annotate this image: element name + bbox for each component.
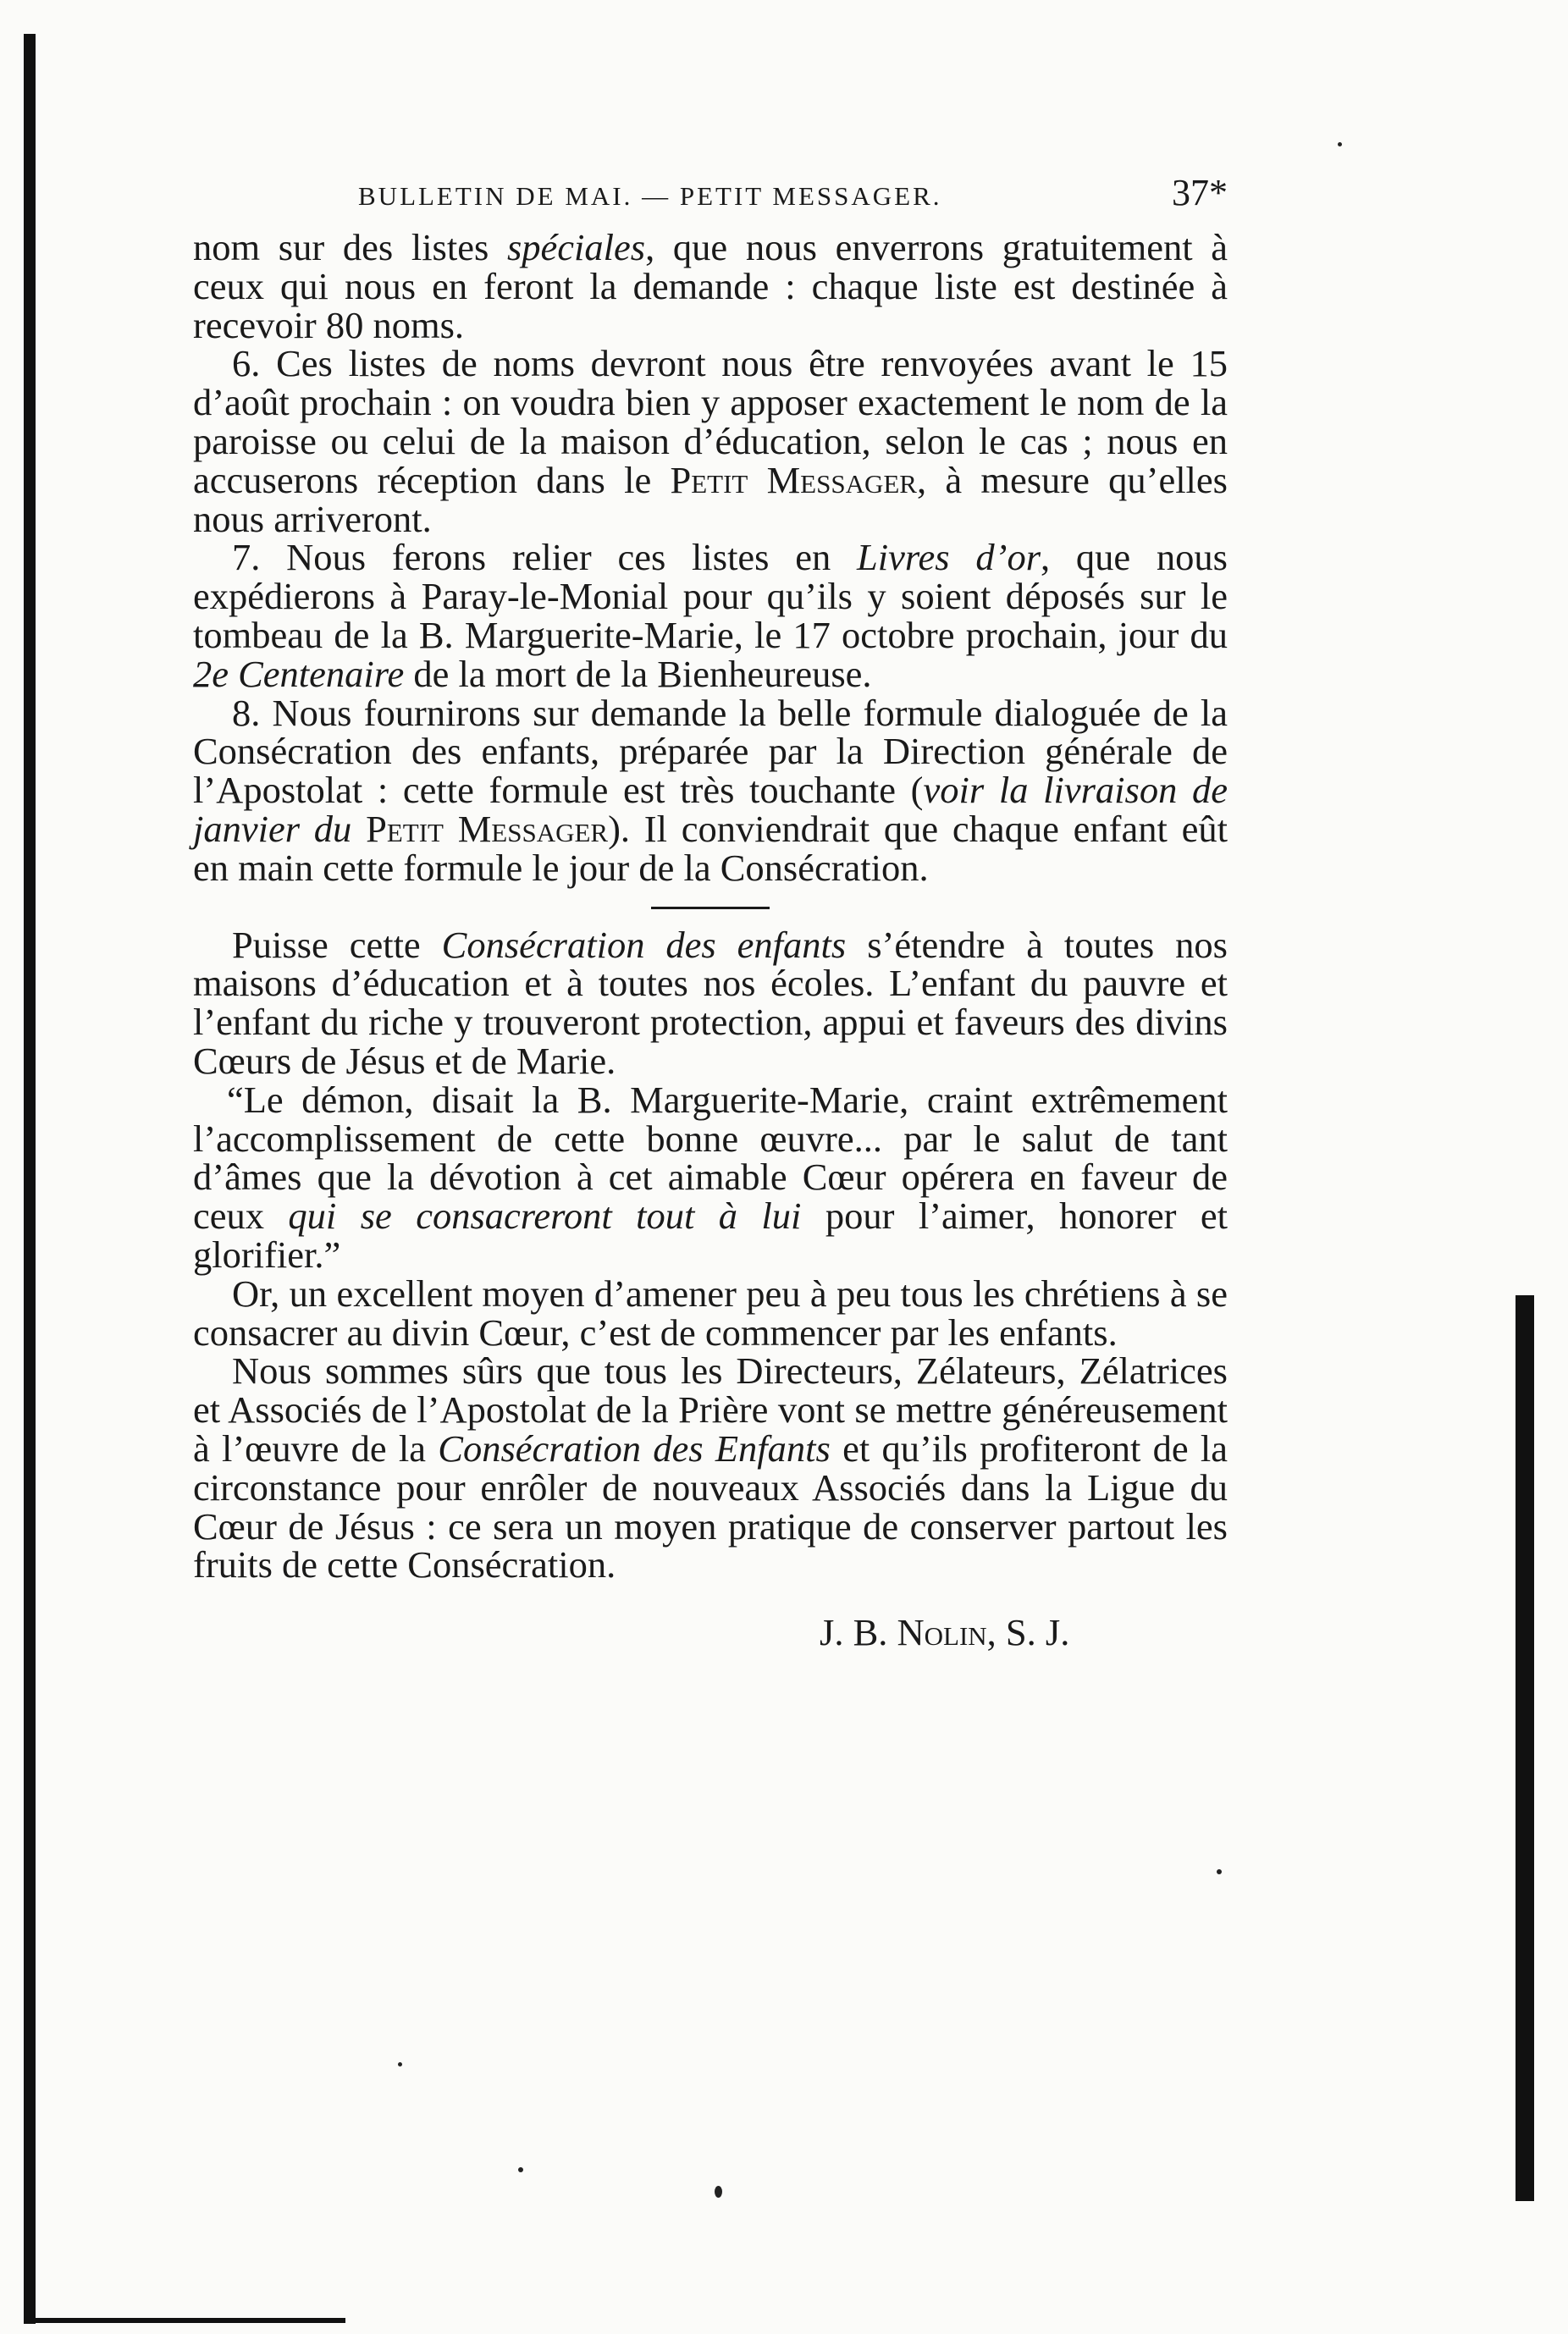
emphasis: spéciales <box>506 226 646 268</box>
emphasis: voir la livraison de janvier du <box>193 769 1228 850</box>
scan-speck <box>715 2186 722 2198</box>
emphasis: Livres d’or <box>857 536 1041 579</box>
scan-edge-bottom <box>24 2318 345 2323</box>
emphasis: Consécration des Enfants <box>438 1426 831 1470</box>
paragraph-quote: “Le démon, disait la B. Marguerite-Marie, craint extrêmement l’accomplissement de cette bonne œuvre... par le salut de tant d’âmes que la dévotion à cet aimable Cœur opérera en faveur de ceux qui se consacreront tout à lui pour l’aimer, honorer et glorifier.” <box>193 1078 1228 1276</box>
running-head <box>193 152 1228 229</box>
paragraph-item-7: 7. Nous ferons relier ces listes en Livres d’or, que nous expédierons à Paray-le-Monial pour qu’ils y soient déposés sur le tombeau de la B. Marguerite-Marie, le 17 octobre prochain, jour du 2e Centenaire de la mort de la Bienheureuse. <box>193 536 1228 695</box>
paragraph-directors: Nous sommes sûrs que tous les Directeurs, Zélateurs, Zélatrices et Associés de l’Apostolat de la Prière vont se mettre généreusement à l’œuvre de la Consécration des Enfants et qu’ils profiteront de la circonstance pour enrôler de nouveaux Associés dans la Ligue du Cœur de Jésus : ce sera un moyen pratique de conserver partout les fruits de cette Consécration. <box>193 1349 1228 1586</box>
emphasis: Consécration des enfants <box>441 923 847 966</box>
scan-speck <box>1217 1869 1222 1874</box>
signature-name: Nolin <box>897 1611 987 1654</box>
scan-edge-right <box>1516 1295 1534 2201</box>
emphasis: 2e Centenaire <box>193 652 405 695</box>
section-separator <box>651 907 770 909</box>
running-title: BULLETIN DE MAI. — PETIT MESSAGER. <box>358 181 942 211</box>
scan-speck <box>518 2167 523 2172</box>
page-number: 37* <box>1172 172 1228 213</box>
signature: J. B. Nolin, S. J. <box>820 1611 1070 1654</box>
scan-edge-left <box>24 34 36 2324</box>
publication-name: Petit Messager <box>670 458 917 501</box>
paragraph-christians: Or, un excellent moyen d’amener peu à peu tous les chrétiens à se consacrer au divin Cœur, c’est de commencer par les enfants. <box>193 1272 1228 1354</box>
paragraph-item-6: 6. Ces listes de noms devront nous être renvoyées avant le 15 d’août prochain : on voudra bien y apposer exactement le nom de la paroisse ou celui de la maison d’éducation, selon le cas ; nous en accuserons réception dans le Petit Messager, à mesure qu’elles nous arriveront. <box>193 342 1228 540</box>
paragraph-item-8: 8. Nous fournirons sur demande la belle formule dialoguée de la Consécration des enfants, préparée par la Direction générale de l’Apostolat : cette formule est très touchante (voir la livraison de janvier du Petit Messager). Il conviendrait que chaque enfant eût en main cette formule le jour de la Consécration. <box>193 691 1228 889</box>
paragraph-continuation: nom sur des listes spéciales, que nous enverrons gratuitement à ceux qui nous en feront la demande : chaque liste est destinée à recevoir 80 noms. <box>193 226 1228 346</box>
scan-speck <box>1338 142 1342 146</box>
page <box>193 152 1228 1654</box>
scan-speck <box>398 2062 402 2066</box>
emphasis: qui se consacreront tout à lui <box>288 1195 802 1238</box>
paragraph-consecration: Puisse cette Consécration des enfants s’étendre à toutes nos maisons d’éducation et à toutes nos écoles. L’enfant du pauvre et l’enfant du riche y trouveront protection, appui et faveurs des divins Cœurs de Jésus et de Marie. <box>193 923 1228 1082</box>
body-text <box>193 226 1228 1586</box>
publication-name: Petit Messager <box>366 807 609 850</box>
